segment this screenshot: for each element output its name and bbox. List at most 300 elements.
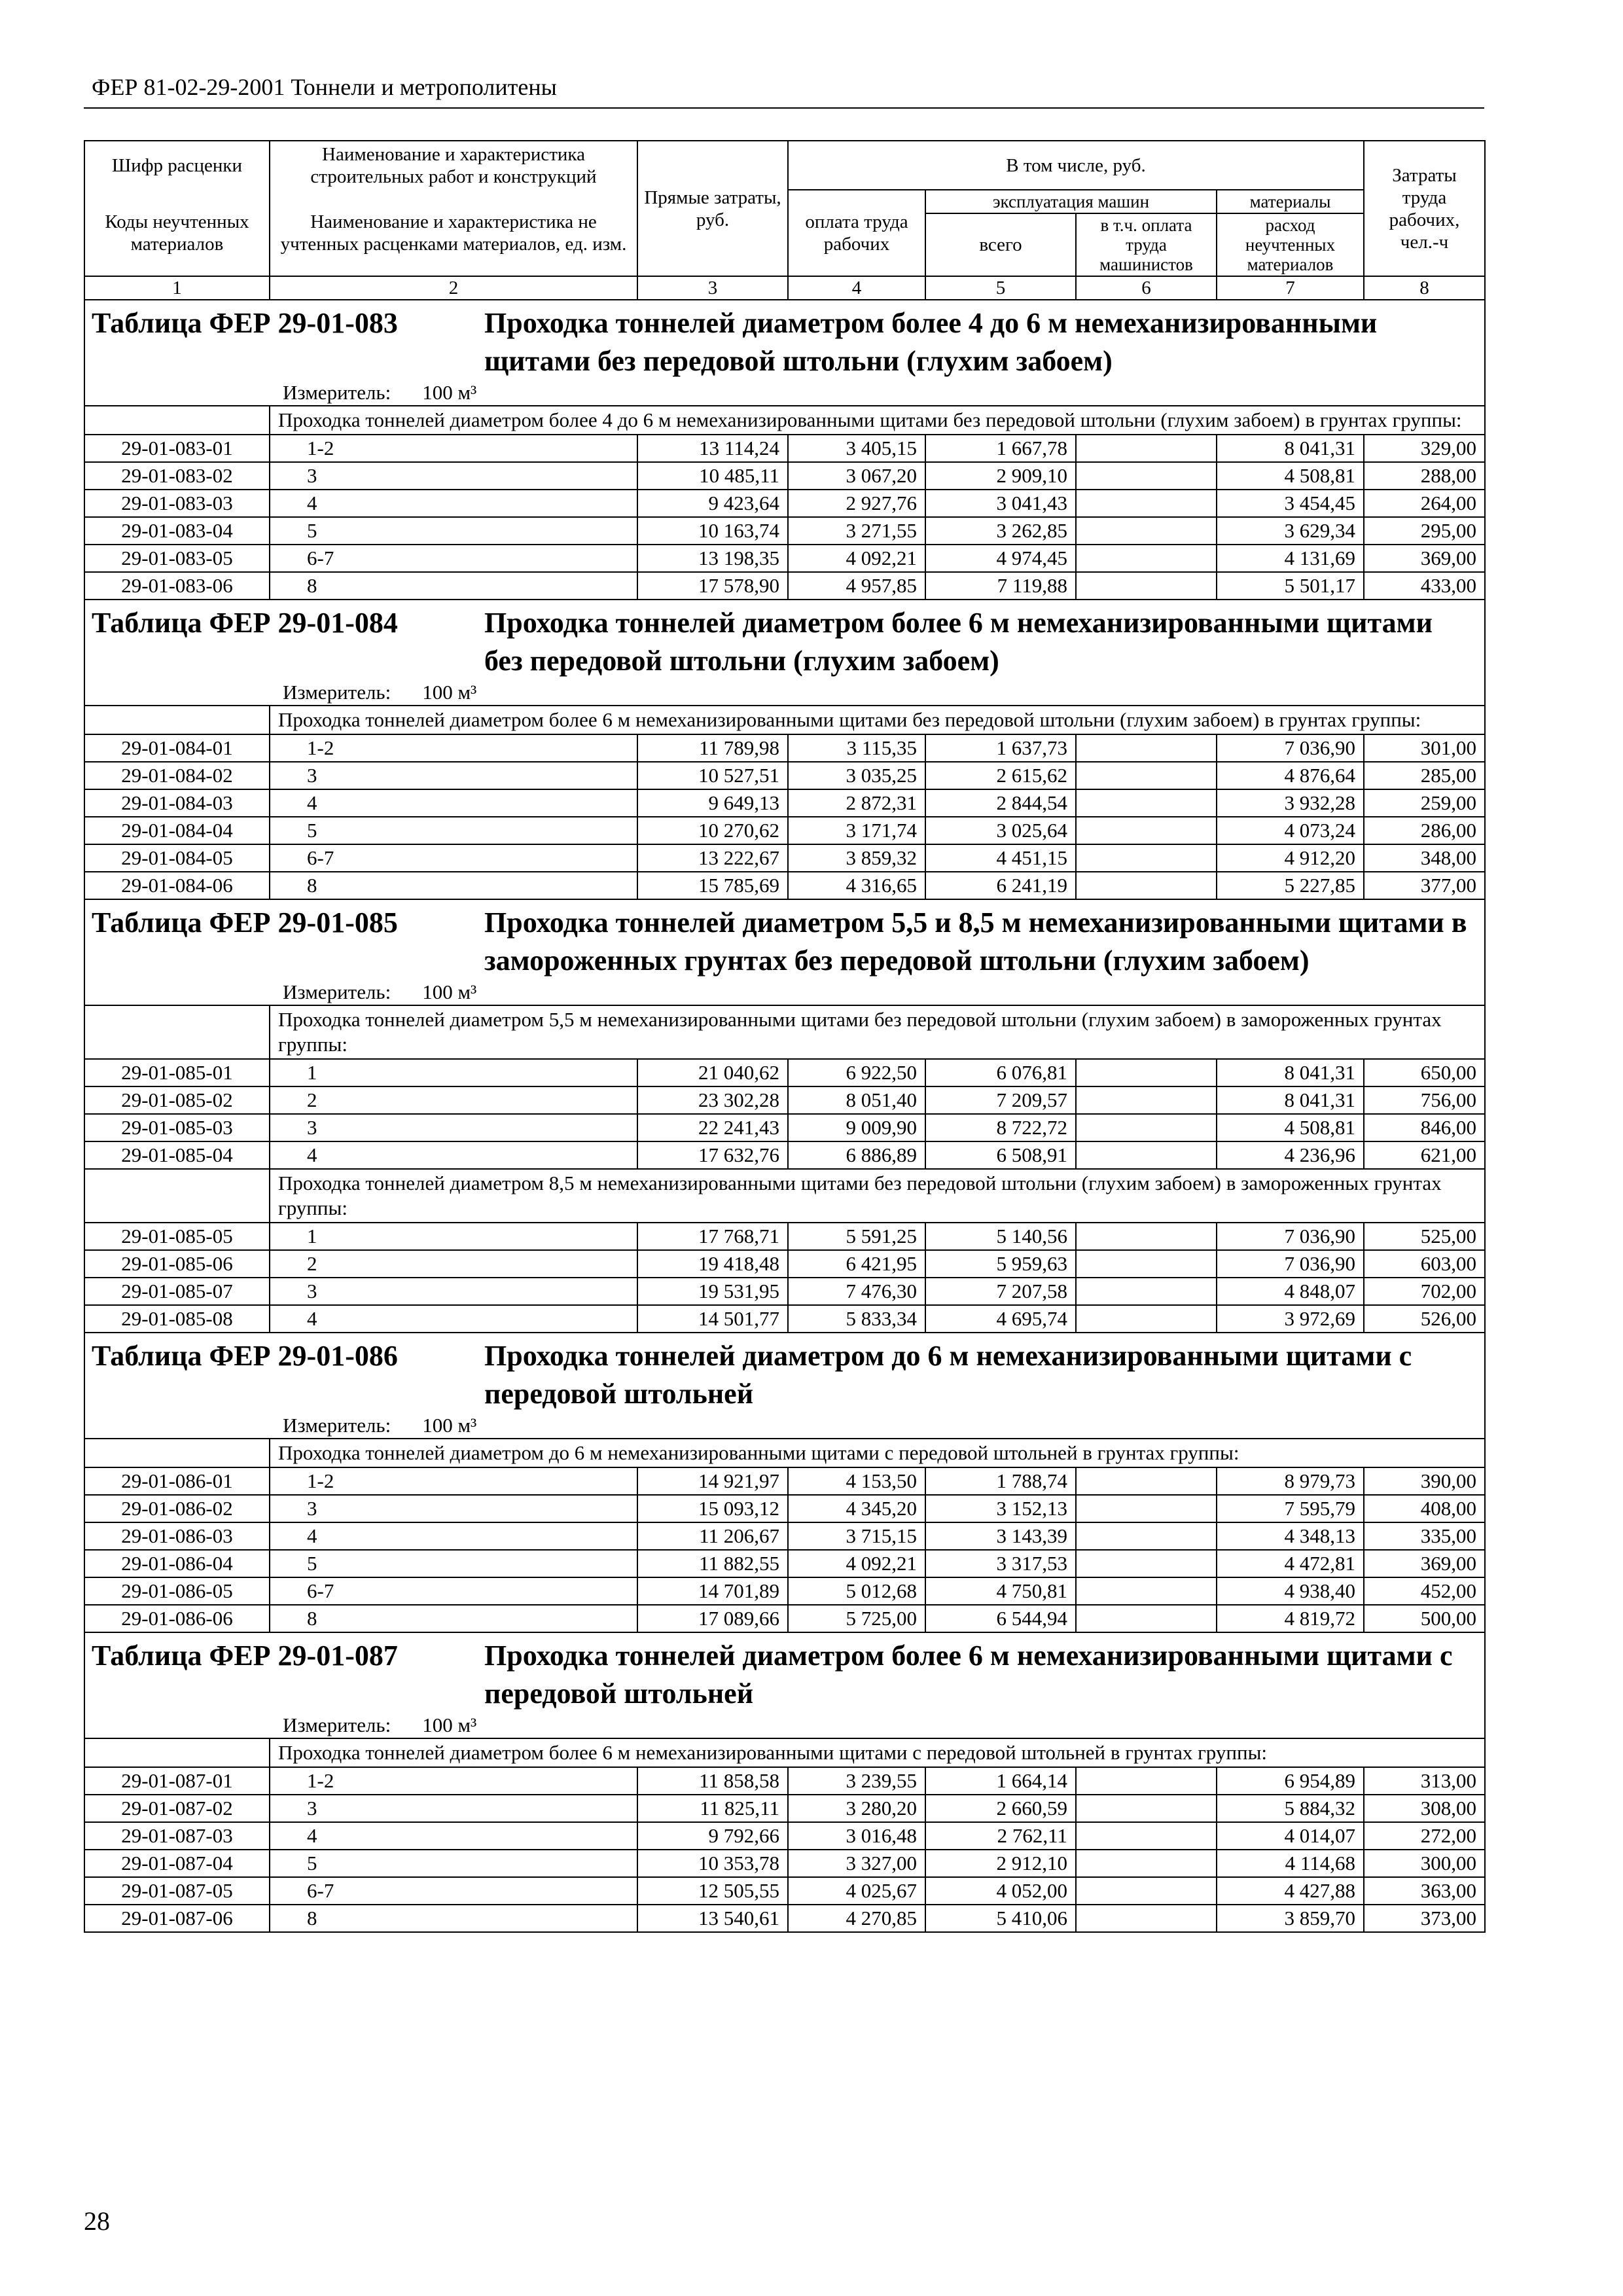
worker-pay: 4 092,21 bbox=[788, 545, 925, 572]
machines-total: 1 667,78 bbox=[925, 435, 1076, 462]
direct-costs: 9 649,13 bbox=[637, 789, 788, 817]
measurer-row bbox=[84, 980, 1485, 1005]
machines-total: 3 262,85 bbox=[925, 517, 1076, 545]
materials: 7 036,90 bbox=[1217, 734, 1364, 762]
materials: 4 472,81 bbox=[1217, 1550, 1364, 1577]
rate-code: 29-01-085-02 bbox=[84, 1086, 270, 1114]
labor-costs: 702,00 bbox=[1364, 1278, 1485, 1305]
worker-pay: 4 345,20 bbox=[788, 1495, 925, 1522]
soil-group: 5 bbox=[270, 517, 637, 545]
worker-pay: 3 171,74 bbox=[788, 817, 925, 844]
machines-total: 2 912,10 bbox=[925, 1850, 1076, 1877]
column-number: 5 bbox=[925, 276, 1076, 300]
rates-table bbox=[84, 140, 1486, 1933]
rate-code: 29-01-084-03 bbox=[84, 789, 270, 817]
machines-total: 3 025,64 bbox=[925, 817, 1076, 844]
operator-pay bbox=[1076, 817, 1217, 844]
materials: 8 979,73 bbox=[1217, 1467, 1364, 1495]
labor-costs: 621,00 bbox=[1364, 1141, 1485, 1169]
labor-costs: 756,00 bbox=[1364, 1086, 1485, 1114]
labor-costs: 525,00 bbox=[1364, 1223, 1485, 1250]
table-row bbox=[84, 1577, 1485, 1605]
direct-costs: 15 785,69 bbox=[637, 872, 788, 899]
materials: 3 972,69 bbox=[1217, 1305, 1364, 1333]
operator-pay bbox=[1076, 844, 1217, 872]
machines-total: 2 762,11 bbox=[925, 1822, 1076, 1850]
column-number: 2 bbox=[270, 276, 637, 300]
worker-pay: 5 833,34 bbox=[788, 1305, 925, 1333]
column-number: 4 bbox=[788, 276, 925, 300]
operator-pay bbox=[1076, 517, 1217, 545]
direct-costs: 14 921,97 bbox=[637, 1467, 788, 1495]
table-label: Таблица ФЕР 29-01-083 bbox=[92, 307, 398, 339]
table-row bbox=[84, 734, 1485, 762]
machines-total: 8 722,72 bbox=[925, 1114, 1076, 1141]
materials: 3 932,28 bbox=[1217, 789, 1364, 817]
soil-group: 3 bbox=[270, 1795, 637, 1822]
soil-group: 6-7 bbox=[270, 844, 637, 872]
direct-costs: 17 632,76 bbox=[637, 1141, 788, 1169]
labor-costs: 348,00 bbox=[1364, 844, 1485, 872]
measurer bbox=[84, 1713, 1485, 1738]
labor-costs: 408,00 bbox=[1364, 1495, 1485, 1522]
labor-costs: 295,00 bbox=[1364, 517, 1485, 545]
group-description: Проходка тоннелей диаметром более 6 м немеханизированными щитами с передовой штольней в грунтах группы: bbox=[270, 1738, 1485, 1767]
worker-pay: 8 051,40 bbox=[788, 1086, 925, 1114]
measurer-label: Измеритель: bbox=[283, 980, 391, 1003]
operator-pay bbox=[1076, 1223, 1217, 1250]
table-label: Таблица ФЕР 29-01-086 bbox=[92, 1340, 398, 1372]
direct-costs: 22 241,43 bbox=[637, 1114, 788, 1141]
machines-total: 7 207,58 bbox=[925, 1278, 1076, 1305]
materials: 4 508,81 bbox=[1217, 1114, 1364, 1141]
table-header bbox=[84, 141, 1485, 300]
rate-code: 29-01-087-03 bbox=[84, 1822, 270, 1850]
col-header-including: В том числе, руб. bbox=[788, 141, 1364, 190]
group-description-row bbox=[84, 1169, 1485, 1223]
rate-code: 29-01-085-04 bbox=[84, 1141, 270, 1169]
operator-pay bbox=[1076, 1550, 1217, 1577]
column-number: 3 bbox=[637, 276, 788, 300]
table-title: Проходка тоннелей диаметром 5,5 и 8,5 м немеханизированными щитами в замороженных грунтах без передовой штольни (глухим забоем) bbox=[484, 906, 1467, 977]
table-row bbox=[84, 517, 1485, 545]
col-header-direct-costs: Прямые затраты, руб. bbox=[637, 141, 788, 276]
measurer-unit: 100 м³ bbox=[422, 1414, 477, 1437]
materials: 8 041,31 bbox=[1217, 1059, 1364, 1086]
table-caption bbox=[84, 1333, 1485, 1413]
machines-total: 7 119,88 bbox=[925, 572, 1076, 600]
materials: 8 041,31 bbox=[1217, 1086, 1364, 1114]
rate-code: 29-01-086-01 bbox=[84, 1467, 270, 1495]
col-header-materials: материалы bbox=[1217, 190, 1364, 213]
measurer-row bbox=[84, 1713, 1485, 1738]
document-title: ФЕР 81-02-29-2001 Тоннели и метрополитены bbox=[92, 74, 557, 100]
materials: 4 073,24 bbox=[1217, 817, 1364, 844]
table-title: Проходка тоннелей диаметром более 4 до 6 м немеханизированными щитами без передовой штольни (глухим забоем) bbox=[484, 307, 1378, 377]
labor-costs: 286,00 bbox=[1364, 817, 1485, 844]
direct-costs: 19 418,48 bbox=[637, 1250, 788, 1278]
table-row bbox=[84, 435, 1485, 462]
table-row bbox=[84, 1467, 1485, 1495]
direct-costs: 13 222,67 bbox=[637, 844, 788, 872]
labor-costs: 377,00 bbox=[1364, 872, 1485, 899]
soil-group: 4 bbox=[270, 789, 637, 817]
operator-pay bbox=[1076, 1577, 1217, 1605]
materials: 3 859,70 bbox=[1217, 1905, 1364, 1932]
machines-total: 4 750,81 bbox=[925, 1577, 1076, 1605]
measurer bbox=[84, 1413, 1485, 1439]
soil-group: 8 bbox=[270, 572, 637, 600]
direct-costs: 19 531,95 bbox=[637, 1278, 788, 1305]
measurer bbox=[84, 680, 1485, 706]
rate-code: 29-01-083-03 bbox=[84, 490, 270, 517]
operator-pay bbox=[1076, 545, 1217, 572]
table-caption-row bbox=[84, 1333, 1485, 1413]
table-label: Таблица ФЕР 29-01-087 bbox=[92, 1640, 398, 1672]
rate-code: 29-01-085-01 bbox=[84, 1059, 270, 1086]
rate-code: 29-01-083-04 bbox=[84, 517, 270, 545]
measurer-unit: 100 м³ bbox=[422, 381, 477, 404]
table-row bbox=[84, 1550, 1485, 1577]
direct-costs: 11 825,11 bbox=[637, 1795, 788, 1822]
group-description: Проходка тоннелей диаметром 8,5 м немеханизированными щитами без передовой штольни (глухим забоем) в замороженных грунтах группы: bbox=[270, 1169, 1485, 1223]
materials: 3 454,45 bbox=[1217, 490, 1364, 517]
table-row bbox=[84, 1522, 1485, 1550]
rate-code: 29-01-084-06 bbox=[84, 872, 270, 899]
worker-pay: 3 067,20 bbox=[788, 462, 925, 490]
worker-pay: 3 271,55 bbox=[788, 517, 925, 545]
materials: 7 036,90 bbox=[1217, 1250, 1364, 1278]
materials: 4 848,07 bbox=[1217, 1278, 1364, 1305]
operator-pay bbox=[1076, 1905, 1217, 1932]
materials: 4 131,69 bbox=[1217, 545, 1364, 572]
labor-costs: 526,00 bbox=[1364, 1305, 1485, 1333]
worker-pay: 3 327,00 bbox=[788, 1850, 925, 1877]
col-header-labor-costs: Затраты труда рабочих, чел.-ч bbox=[1364, 141, 1485, 276]
soil-group: 5 bbox=[270, 817, 637, 844]
machines-total: 7 209,57 bbox=[925, 1086, 1076, 1114]
worker-pay: 7 476,30 bbox=[788, 1278, 925, 1305]
machines-total: 2 615,62 bbox=[925, 762, 1076, 789]
operator-pay bbox=[1076, 462, 1217, 490]
materials: 5 501,17 bbox=[1217, 572, 1364, 600]
soil-group: 3 bbox=[270, 1495, 637, 1522]
soil-group: 8 bbox=[270, 1605, 637, 1632]
soil-group: 6-7 bbox=[270, 1877, 637, 1905]
worker-pay: 4 092,21 bbox=[788, 1550, 925, 1577]
rate-code: 29-01-086-04 bbox=[84, 1550, 270, 1577]
soil-group: 1-2 bbox=[270, 1467, 637, 1495]
rate-code: 29-01-087-01 bbox=[84, 1767, 270, 1795]
rate-code: 29-01-086-03 bbox=[84, 1522, 270, 1550]
labor-costs: 301,00 bbox=[1364, 734, 1485, 762]
worker-pay: 5 591,25 bbox=[788, 1223, 925, 1250]
labor-costs: 329,00 bbox=[1364, 435, 1485, 462]
soil-group: 5 bbox=[270, 1550, 637, 1577]
machines-total: 3 143,39 bbox=[925, 1522, 1076, 1550]
operator-pay bbox=[1076, 1522, 1217, 1550]
machines-total: 2 660,59 bbox=[925, 1795, 1076, 1822]
group-description-row bbox=[84, 1005, 1485, 1059]
group-description: Проходка тоннелей диаметром более 6 м немеханизированными щитами без передовой штольни (глухим забоем) в грунтах группы: bbox=[270, 706, 1485, 734]
direct-costs: 11 789,98 bbox=[637, 734, 788, 762]
soil-group: 3 bbox=[270, 1114, 637, 1141]
soil-group: 4 bbox=[270, 1522, 637, 1550]
rate-code: 29-01-083-02 bbox=[84, 462, 270, 490]
direct-costs: 13 540,61 bbox=[637, 1905, 788, 1932]
operator-pay bbox=[1076, 490, 1217, 517]
worker-pay: 3 016,48 bbox=[788, 1822, 925, 1850]
table-row bbox=[84, 490, 1485, 517]
rate-code: 29-01-084-02 bbox=[84, 762, 270, 789]
empty-cell bbox=[84, 1169, 270, 1223]
table-caption bbox=[84, 899, 1485, 980]
group-description-row bbox=[84, 706, 1485, 734]
worker-pay: 3 035,25 bbox=[788, 762, 925, 789]
table-caption bbox=[84, 1632, 1485, 1713]
table-caption-row bbox=[84, 300, 1485, 380]
rate-code: 29-01-085-06 bbox=[84, 1250, 270, 1278]
labor-costs: 433,00 bbox=[1364, 572, 1485, 600]
labor-costs: 500,00 bbox=[1364, 1605, 1485, 1632]
machines-total: 1 664,14 bbox=[925, 1767, 1076, 1795]
direct-costs: 11 882,55 bbox=[637, 1550, 788, 1577]
direct-costs: 12 505,55 bbox=[637, 1877, 788, 1905]
worker-pay: 9 009,90 bbox=[788, 1114, 925, 1141]
labor-costs: 264,00 bbox=[1364, 490, 1485, 517]
worker-pay: 4 957,85 bbox=[788, 572, 925, 600]
machines-total: 4 052,00 bbox=[925, 1877, 1076, 1905]
group-description-row bbox=[84, 406, 1485, 435]
table-row bbox=[84, 1059, 1485, 1086]
rate-code: 29-01-087-05 bbox=[84, 1877, 270, 1905]
materials: 4 508,81 bbox=[1217, 462, 1364, 490]
group-description: Проходка тоннелей диаметром более 4 до 6 м немеханизированными щитами без передовой штольни (глухим забоем) в грунтах группы: bbox=[270, 406, 1485, 435]
machines-total: 5 410,06 bbox=[925, 1905, 1076, 1932]
materials: 4 819,72 bbox=[1217, 1605, 1364, 1632]
rate-code: 29-01-084-04 bbox=[84, 817, 270, 844]
materials: 5 227,85 bbox=[1217, 872, 1364, 899]
labor-costs: 288,00 bbox=[1364, 462, 1485, 490]
worker-pay: 2 872,31 bbox=[788, 789, 925, 817]
empty-cell bbox=[84, 1005, 270, 1059]
table-row bbox=[84, 1278, 1485, 1305]
rate-code: 29-01-086-06 bbox=[84, 1605, 270, 1632]
materials: 4 876,64 bbox=[1217, 762, 1364, 789]
direct-costs: 10 163,74 bbox=[637, 517, 788, 545]
materials: 4 014,07 bbox=[1217, 1822, 1364, 1850]
worker-pay: 3 715,15 bbox=[788, 1522, 925, 1550]
worker-pay: 3 239,55 bbox=[788, 1767, 925, 1795]
table-row bbox=[84, 1086, 1485, 1114]
measurer-row bbox=[84, 380, 1485, 406]
table-row bbox=[84, 1605, 1485, 1632]
rate-code: 29-01-086-02 bbox=[84, 1495, 270, 1522]
rate-code: 29-01-087-06 bbox=[84, 1905, 270, 1932]
soil-group: 3 bbox=[270, 1278, 637, 1305]
col-header-material-codes: Коды неучтенных материалов bbox=[84, 190, 270, 276]
operator-pay bbox=[1076, 1278, 1217, 1305]
soil-group: 6-7 bbox=[270, 545, 637, 572]
machines-total: 5 140,56 bbox=[925, 1223, 1076, 1250]
group-description-row bbox=[84, 1439, 1485, 1467]
direct-costs: 10 353,78 bbox=[637, 1850, 788, 1877]
column-number: 7 bbox=[1217, 276, 1364, 300]
labor-costs: 603,00 bbox=[1364, 1250, 1485, 1278]
worker-pay: 5 725,00 bbox=[788, 1605, 925, 1632]
worker-pay: 4 025,67 bbox=[788, 1877, 925, 1905]
materials: 7 036,90 bbox=[1217, 1223, 1364, 1250]
operator-pay bbox=[1076, 572, 1217, 600]
rate-code: 29-01-087-02 bbox=[84, 1795, 270, 1822]
materials: 5 884,32 bbox=[1217, 1795, 1364, 1822]
machines-total: 3 317,53 bbox=[925, 1550, 1076, 1577]
machines-total: 3 041,43 bbox=[925, 490, 1076, 517]
machines-total: 5 959,63 bbox=[925, 1250, 1076, 1278]
direct-costs: 10 485,11 bbox=[637, 462, 788, 490]
labor-costs: 363,00 bbox=[1364, 1877, 1485, 1905]
machines-total: 4 451,15 bbox=[925, 844, 1076, 872]
table-row bbox=[84, 762, 1485, 789]
group-description: Проходка тоннелей диаметром до 6 м немеханизированными щитами с передовой штольней в грунтах группы: bbox=[270, 1439, 1485, 1467]
labor-costs: 272,00 bbox=[1364, 1822, 1485, 1850]
group-description: Проходка тоннелей диаметром 5,5 м немеханизированными щитами без передовой штольни (глухим забоем) в замороженных грунтах группы: bbox=[270, 1005, 1485, 1059]
col-header-material-names: Наименование и характеристика не учтенных расценками материалов, ед. изм. bbox=[270, 190, 637, 276]
soil-group: 6-7 bbox=[270, 1577, 637, 1605]
col-header-operator-pay: в т.ч. оплата труда машинистов bbox=[1076, 213, 1217, 276]
machines-total: 6 508,91 bbox=[925, 1141, 1076, 1169]
direct-costs: 23 302,28 bbox=[637, 1086, 788, 1114]
direct-costs: 21 040,62 bbox=[637, 1059, 788, 1086]
table-row bbox=[84, 1850, 1485, 1877]
operator-pay bbox=[1076, 1605, 1217, 1632]
materials: 4 912,20 bbox=[1217, 844, 1364, 872]
table-row bbox=[84, 872, 1485, 899]
rate-code: 29-01-086-05 bbox=[84, 1577, 270, 1605]
direct-costs: 10 270,62 bbox=[637, 817, 788, 844]
table-row bbox=[84, 1141, 1485, 1169]
column-number: 1 bbox=[84, 276, 270, 300]
machines-total: 1 637,73 bbox=[925, 734, 1076, 762]
operator-pay bbox=[1076, 435, 1217, 462]
worker-pay: 6 922,50 bbox=[788, 1059, 925, 1086]
table-row bbox=[84, 844, 1485, 872]
soil-group: 2 bbox=[270, 1086, 637, 1114]
materials: 7 595,79 bbox=[1217, 1495, 1364, 1522]
materials: 3 629,34 bbox=[1217, 517, 1364, 545]
direct-costs: 14 701,89 bbox=[637, 1577, 788, 1605]
operator-pay bbox=[1076, 872, 1217, 899]
rate-code: 29-01-085-05 bbox=[84, 1223, 270, 1250]
soil-group: 8 bbox=[270, 1905, 637, 1932]
labor-costs: 300,00 bbox=[1364, 1850, 1485, 1877]
direct-costs: 11 206,67 bbox=[637, 1522, 788, 1550]
table-row bbox=[84, 545, 1485, 572]
direct-costs: 15 093,12 bbox=[637, 1495, 788, 1522]
soil-group: 1-2 bbox=[270, 435, 637, 462]
measurer-label: Измеритель: bbox=[283, 1713, 391, 1736]
machines-total: 6 544,94 bbox=[925, 1605, 1076, 1632]
table-caption-row bbox=[84, 899, 1485, 980]
worker-pay: 3 115,35 bbox=[788, 734, 925, 762]
machines-total: 6 241,19 bbox=[925, 872, 1076, 899]
table-row bbox=[84, 1223, 1485, 1250]
rate-code: 29-01-085-08 bbox=[84, 1305, 270, 1333]
table-row bbox=[84, 1767, 1485, 1795]
rate-code: 29-01-084-01 bbox=[84, 734, 270, 762]
measurer bbox=[84, 380, 1485, 406]
operator-pay bbox=[1076, 762, 1217, 789]
materials: 4 938,40 bbox=[1217, 1577, 1364, 1605]
measurer-unit: 100 м³ bbox=[422, 980, 477, 1003]
table-row bbox=[84, 817, 1485, 844]
soil-group: 2 bbox=[270, 1250, 637, 1278]
rate-code: 29-01-083-05 bbox=[84, 545, 270, 572]
worker-pay: 5 012,68 bbox=[788, 1577, 925, 1605]
machines-total: 1 788,74 bbox=[925, 1467, 1076, 1495]
labor-costs: 373,00 bbox=[1364, 1905, 1485, 1932]
table-row bbox=[84, 1795, 1485, 1822]
table-title: Проходка тоннелей диаметром до 6 м немеханизированными щитами с передовой штольней bbox=[484, 1340, 1412, 1410]
direct-costs: 11 858,58 bbox=[637, 1767, 788, 1795]
materials: 4 236,96 bbox=[1217, 1141, 1364, 1169]
materials: 4 348,13 bbox=[1217, 1522, 1364, 1550]
materials: 8 041,31 bbox=[1217, 435, 1364, 462]
table-row bbox=[84, 1905, 1485, 1932]
column-number: 6 bbox=[1076, 276, 1217, 300]
col-header-worker-pay: оплата труда рабочих bbox=[788, 190, 925, 276]
worker-pay: 6 421,95 bbox=[788, 1250, 925, 1278]
operator-pay bbox=[1076, 1467, 1217, 1495]
empty-cell bbox=[84, 1738, 270, 1767]
rate-code: 29-01-083-06 bbox=[84, 572, 270, 600]
table-row bbox=[84, 1822, 1485, 1850]
direct-costs: 17 768,71 bbox=[637, 1223, 788, 1250]
operator-pay bbox=[1076, 1114, 1217, 1141]
empty-cell bbox=[84, 706, 270, 734]
rate-code: 29-01-087-04 bbox=[84, 1850, 270, 1877]
col-header-unaccounted-materials: расход неучтенных материалов bbox=[1217, 213, 1364, 276]
labor-costs: 650,00 bbox=[1364, 1059, 1485, 1086]
worker-pay: 3 405,15 bbox=[788, 435, 925, 462]
operator-pay bbox=[1076, 1767, 1217, 1795]
table-row bbox=[84, 789, 1485, 817]
materials: 4 114,68 bbox=[1217, 1850, 1364, 1877]
table-title: Проходка тоннелей диаметром более 6 м немеханизированными щитами с передовой штольней bbox=[484, 1640, 1453, 1710]
operator-pay bbox=[1076, 1250, 1217, 1278]
measurer-unit: 100 м³ bbox=[422, 681, 477, 704]
operator-pay bbox=[1076, 1850, 1217, 1877]
labor-costs: 308,00 bbox=[1364, 1795, 1485, 1822]
labor-costs: 369,00 bbox=[1364, 545, 1485, 572]
direct-costs: 13 114,24 bbox=[637, 435, 788, 462]
empty-cell bbox=[84, 1439, 270, 1467]
labor-costs: 452,00 bbox=[1364, 1577, 1485, 1605]
direct-costs: 10 527,51 bbox=[637, 762, 788, 789]
col-header-machines: эксплуатация машин bbox=[925, 190, 1217, 213]
worker-pay: 2 927,76 bbox=[788, 490, 925, 517]
col-header-rate-code: Шифр расценки bbox=[84, 141, 270, 190]
soil-group: 4 bbox=[270, 1141, 637, 1169]
measurer bbox=[84, 980, 1485, 1005]
measurer-row bbox=[84, 680, 1485, 706]
rate-code: 29-01-083-01 bbox=[84, 435, 270, 462]
table-row bbox=[84, 1114, 1485, 1141]
machines-total: 2 844,54 bbox=[925, 789, 1076, 817]
soil-group: 4 bbox=[270, 490, 637, 517]
labor-costs: 285,00 bbox=[1364, 762, 1485, 789]
worker-pay: 4 153,50 bbox=[788, 1467, 925, 1495]
